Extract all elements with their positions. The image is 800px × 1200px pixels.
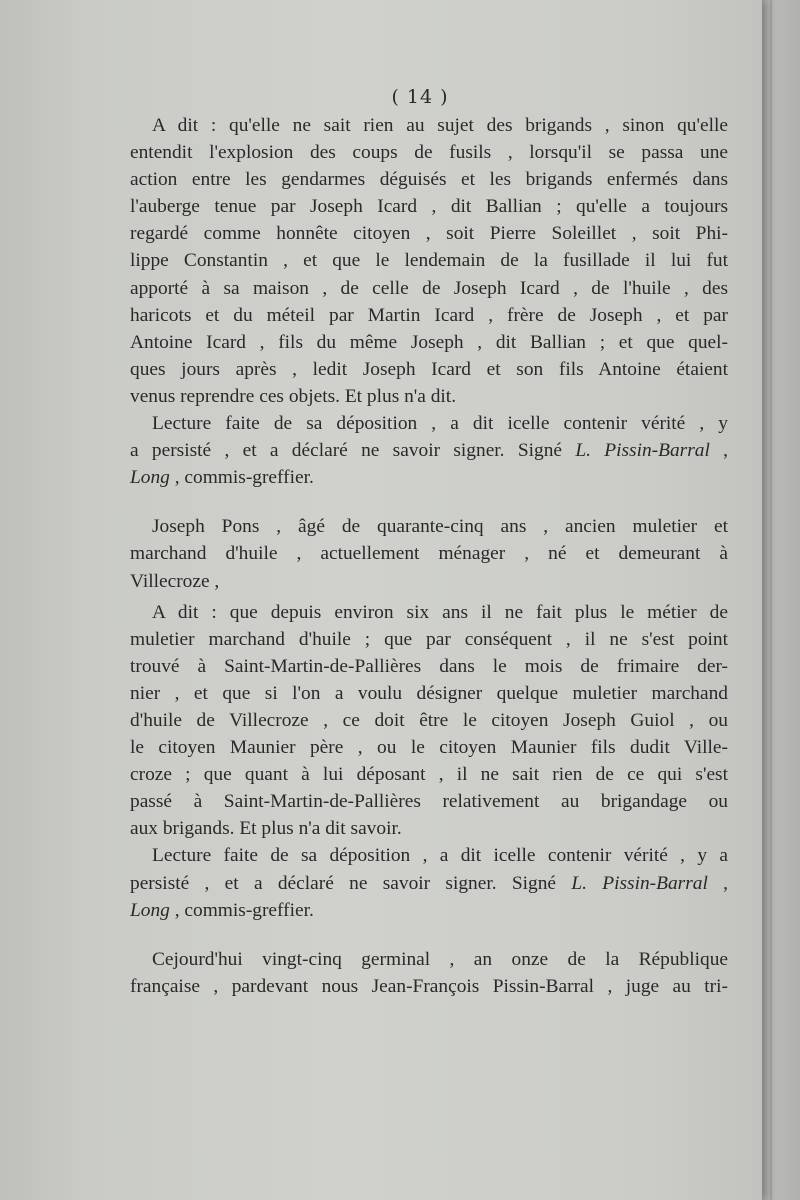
text-line: française , pardevant nous Jean-François Pissin-Barral , juge au tri- [130, 975, 728, 997]
text-line [130, 464, 728, 491]
text-line: Joseph Pons , âgé de quarante-cinq ans , ancien muletier et [152, 516, 728, 538]
text-line: ques jours après , ledit Joseph Icard et son fils Antoine étaient [130, 358, 728, 380]
text-line: Lecture faite de sa déposition , a dit icelle contenir vérité , y a [152, 845, 728, 867]
text-line: marchand d'huile , actuellement ménager , né et demeurant à [130, 543, 728, 565]
text-line: muletier marchand d'huile ; que par conséquent , il ne s'est point [130, 628, 728, 650]
clerk-name: Long [130, 467, 170, 489]
page-number: ( 14 ) [391, 86, 449, 108]
text-line [130, 437, 728, 464]
paragraph-gap [130, 491, 728, 513]
text-line: entendit l'explosion des coups de fusils , lorsqu'il se passa une [130, 142, 728, 164]
text-line: A dit : qu'elle ne sait rien au sujet des brigands , sinon qu'elle [152, 115, 728, 136]
clerk-name: Long [130, 899, 170, 921]
text-segment: a persisté , et a déclaré ne savoir signer. Signé [130, 440, 576, 462]
text-line: trouvé à Saint-Martin-de-Pallières dans le mois de frimaire der- [130, 655, 728, 677]
text-line: action entre les gendarmes déguisés et les brigands enfermés dans [130, 169, 728, 191]
text-line: venus reprendre ces objets. Et plus n'a dit. [130, 385, 457, 407]
text-line [130, 870, 728, 897]
text-segment: , commis-greffier. [169, 467, 314, 489]
text-line: passé à Saint-Martin-de-Pallières relativement au brigandage ou [130, 791, 728, 813]
body-text [130, 112, 728, 1000]
paragraph-reading-1 [130, 410, 728, 491]
page-edge-line [770, 0, 772, 1200]
paragraph-testimony-2 [130, 599, 728, 843]
text-line: haricots et du méteil par Martin Icard , frère de Joseph , et par [130, 304, 728, 326]
text-segment: , [709, 440, 728, 462]
text-line: Villecroze , [130, 570, 220, 592]
text-line: regardé comme honnête citoyen , soit Pierre Soleillet , soit Phi- [130, 223, 728, 245]
paragraph-session-opening [130, 946, 728, 1000]
text-line [130, 897, 728, 924]
text-line: Cejourd'hui vingt-cinq germinal , an onze de la République [152, 948, 728, 970]
page-edge [762, 0, 800, 1200]
text-line: apporté à sa maison , de celle de Joseph Icard , de l'huile , des [130, 277, 728, 299]
paragraph-testimony-1 [130, 112, 728, 410]
paragraph-gap [130, 924, 728, 946]
text-segment: persisté , et a déclaré ne savoir signer. Signé [130, 872, 572, 894]
text-line: croze ; que quant à lui déposant , il ne sait rien de ce qui s'est [130, 764, 728, 786]
text-segment: , commis-greffier. [169, 899, 314, 921]
text-line: A dit : que depuis environ six ans il ne fait plus le métier de [152, 601, 728, 623]
text-line: le citoyen Maunier père , ou le citoyen Maunier fils dudit Ville- [130, 737, 728, 759]
signature-name: L. Pissin-Barral [575, 440, 710, 462]
text-segment: , [707, 872, 728, 894]
text-line: nier , et que si l'on a voulu désigner quelque muletier marchand [130, 682, 728, 704]
text-line: Lecture faite de sa déposition , a dit icelle contenir vérité , y [152, 413, 728, 435]
paragraph-reading-2 [130, 842, 728, 923]
paragraph-witness-2 [130, 513, 728, 594]
text-line: lippe Constantin , et que le lendemain de la fusillade il lui fut [130, 250, 728, 272]
text-line: l'auberge tenue par Joseph Icard , dit Ballian ; qu'elle a toujours [130, 196, 728, 218]
text-line: d'huile de Villecroze , ce doit être le citoyen Joseph Guiol , ou [130, 709, 728, 731]
text-line: Antoine Icard , fils du même Joseph , dit Ballian ; et que quel- [130, 331, 728, 353]
text-line: aux brigands. Et plus n'a dit savoir. [130, 818, 402, 840]
signature-name: L. Pissin-Barral [571, 872, 708, 894]
